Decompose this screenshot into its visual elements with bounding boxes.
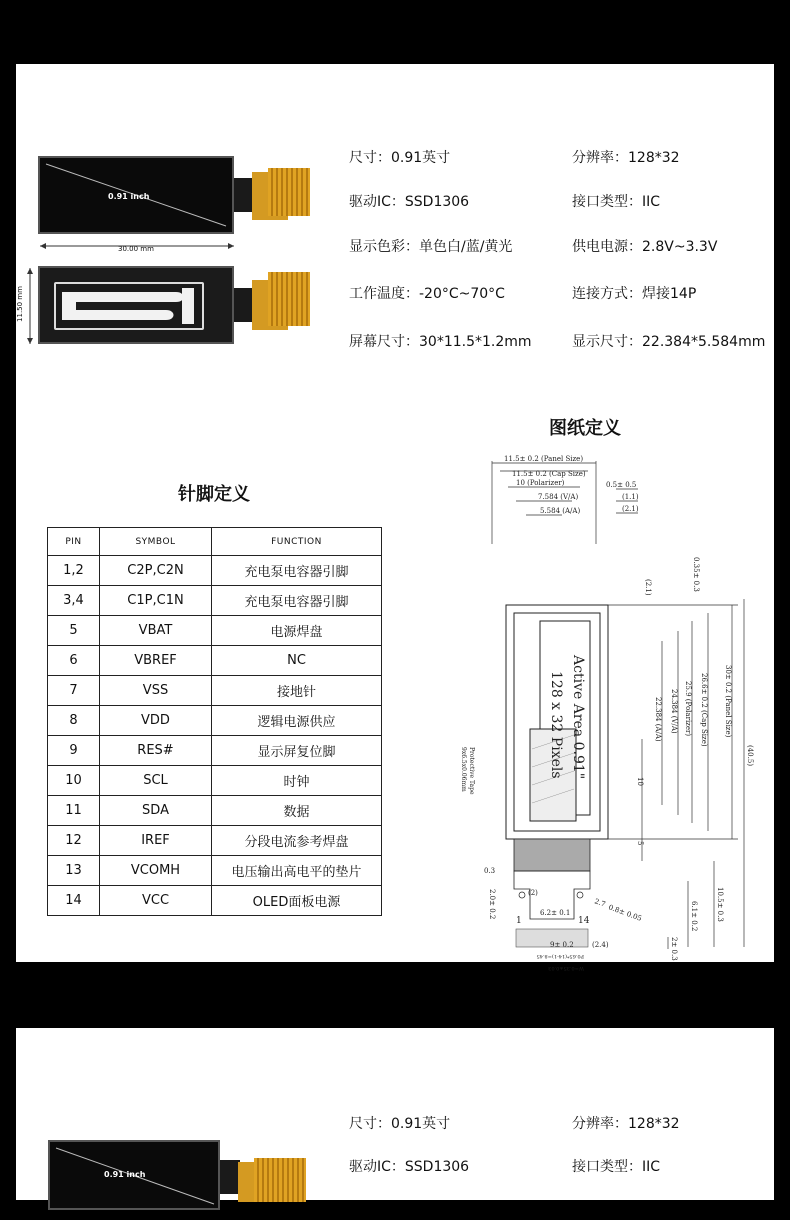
pin-cell: 11 (48, 796, 100, 826)
dim-aa-length: 22.384 (A/A) (654, 697, 662, 742)
dim-right-margin: (2.4) (592, 941, 609, 949)
dim-fpc-width: 6.1± 0.2 (690, 901, 698, 932)
header-symbol: SYMBOL (100, 528, 212, 556)
pin-cell: 14 (48, 886, 100, 916)
symbol-cell: VDD (100, 706, 212, 736)
symbol-cell: C2P,C2N (100, 556, 212, 586)
function-cell: NC (212, 646, 382, 676)
symbol-cell: RES# (100, 736, 212, 766)
table-row (48, 886, 382, 916)
function-cell: OLED面板电源 (212, 886, 382, 916)
active-area-label: Active Area 0.91" (570, 655, 586, 780)
table-row (48, 736, 382, 766)
pin-cell: 9 (48, 736, 100, 766)
dim-cap-length: 26.6± 0.2 (Cap Size) (700, 673, 708, 747)
function-cell: 分段电流参考焊盘 (212, 826, 382, 856)
function-cell: 电压输出高电平的垫片 (212, 856, 382, 886)
oled-module-front-image-2 (48, 1140, 328, 1220)
dim-fpc-total-width: 9± 0.2 (550, 941, 574, 949)
table-row (48, 796, 382, 826)
spec-display-color: 显示色彩：单色白/蓝/黄光 (349, 239, 513, 255)
pin-cell: 6 (48, 646, 100, 676)
width-dimension-label: 30.00 mm (118, 245, 154, 253)
spec-power-supply: 供电电源：2.8V~3.3V (572, 239, 718, 255)
dim-offset-3: (2.1) (622, 505, 639, 513)
dim-total-length: (40.5) (746, 745, 754, 767)
pixels-label: 128 x 32 Pixels (548, 671, 564, 779)
dim-pitch: 6.2± 0.1 (540, 909, 571, 917)
dim-pin-width: W=0.35±0.03 (548, 965, 584, 971)
dim-panel-width: 11.5± 0.2 (Panel Size) (504, 455, 584, 463)
dim-aa-width: 5.584 (A/A) (540, 507, 581, 515)
fpc-tail (514, 839, 590, 947)
dim-top-gap: (2.1) (644, 579, 652, 596)
dim-five: 5 (636, 841, 644, 846)
dim-offset-2: (1.1) (622, 493, 639, 501)
table-header-row (48, 528, 382, 556)
oled-module-front-image (38, 156, 318, 236)
table-row (48, 706, 382, 736)
pin-cell: 10 (48, 766, 100, 796)
symbol-cell: SCL (100, 766, 212, 796)
spec-size: 尺寸：0.91英寸 (349, 150, 451, 166)
table-row (48, 676, 382, 706)
pin-table-title: 针脚定义 (178, 484, 250, 505)
panel-pattern-icon (56, 284, 202, 328)
spec-operating-temp: 工作温度：-20°C~70°C (349, 286, 505, 302)
function-cell: 电源焊盘 (212, 616, 382, 646)
function-cell: 时钟 (212, 766, 382, 796)
pin-definition-table (47, 527, 382, 916)
symbol-cell: VBREF (100, 646, 212, 676)
dim-hole-spacing: (2) (528, 889, 538, 897)
pin-cell: 1,2 (48, 556, 100, 586)
spec-driver-ic: 驱动IC：SSD1306 (349, 194, 470, 210)
dim-cap-width: 11.5± 0.2 (Cap Size) (512, 470, 586, 478)
dim-pitch-formula: P0.65*(14-1)=8.45 (536, 953, 584, 959)
dim-edge-gap: 0.3 (484, 867, 496, 875)
pin-one-label: 1 (516, 916, 522, 926)
symbol-cell: VSS (100, 676, 212, 706)
function-cell: 逻辑电源供应 (212, 706, 382, 736)
spec-display-area: 显示尺寸：22.384*5.584mm (572, 334, 766, 350)
pin-cell: 8 (48, 706, 100, 736)
symbol-cell: VCOMH (100, 856, 212, 886)
top-dimension-labels (504, 455, 700, 592)
height-dimension-line (24, 266, 36, 346)
product-spec-panel-2 (16, 1028, 774, 1200)
table-row (48, 586, 382, 616)
pin-fourteen-label: 14 (578, 916, 590, 926)
symbol-cell: C1P,C1N (100, 586, 212, 616)
dim-fpc-tail: 2± 0.3 (670, 937, 678, 961)
table-row (48, 856, 382, 886)
mechanical-drawing (456, 449, 756, 971)
dim-thickness: 0.35± 0.3 (692, 557, 700, 592)
table-row (48, 616, 382, 646)
dim-panel-length: 30± 0.2 (Panel Size) (724, 665, 732, 738)
pin-cell: 7 (48, 676, 100, 706)
pin-cell: 3,4 (48, 586, 100, 616)
spec-size-2: 尺寸：0.91英寸 (349, 1116, 451, 1132)
protective-tape-label: Protective Tape (468, 747, 475, 795)
spec-interface: 接口类型：IIC (572, 194, 661, 210)
dim-ten: 10 (636, 777, 644, 786)
screen-size-label-2: 0.91 inch (104, 1170, 146, 1179)
spec-driver-ic-2: 驱动IC：SSD1306 (349, 1159, 470, 1175)
pin-cell: 5 (48, 616, 100, 646)
pin-cell: 12 (48, 826, 100, 856)
product-spec-panel (15, 64, 774, 971)
table-row (48, 766, 382, 796)
dim-polarizer-width: 10 (Polarizer) (516, 479, 565, 487)
oled-module-back-image (38, 266, 318, 346)
header-function: FUNCTION (212, 528, 382, 556)
symbol-cell: SDA (100, 796, 212, 826)
function-cell: 接地针 (212, 676, 382, 706)
header-pin: PIN (48, 528, 100, 556)
dim-angle: 2.7 (593, 897, 607, 909)
spec-resolution-2: 分辨率：128*32 (572, 1116, 680, 1132)
function-cell: 显示屏复位脚 (212, 736, 382, 766)
drawing-title: 图纸定义 (549, 418, 621, 439)
spec-resolution: 分辨率：128*32 (572, 150, 680, 166)
screen-size-label: 0.91 inch (108, 192, 150, 201)
spec-screen-size: 屏幕尺寸：30*11.5*1.2mm (349, 334, 532, 350)
dim-fpc-length: 10.5± 0.3 (716, 887, 724, 922)
function-cell: 充电泵电容器引脚 (212, 586, 382, 616)
function-cell: 充电泵电容器引脚 (212, 556, 382, 586)
table-row (48, 646, 382, 676)
function-cell: 数据 (212, 796, 382, 826)
symbol-cell: IREF (100, 826, 212, 856)
height-dimension-label: 11.50 mm (15, 286, 24, 322)
pin-cell: 13 (48, 856, 100, 886)
dim-va-width: 7.584 (V/A) (538, 493, 579, 501)
spec-interface-2: 接口类型：IIC (572, 1159, 661, 1175)
symbol-cell: VCC (100, 886, 212, 916)
dim-polarizer-length: 25.9 (Polarizer) (684, 681, 692, 737)
spec-connection: 连接方式：焊接14P (572, 286, 697, 302)
table-row (48, 826, 382, 856)
dim-fpc-height: 2.0± 0.2 (488, 889, 496, 920)
symbol-cell: VBAT (100, 616, 212, 646)
tape-size-label: 9x6.5x0.06mm (460, 747, 467, 792)
dim-va-length: 24.384 (V/A) (670, 689, 678, 734)
dim-fpc-thickness: 0.8± 0.05 (607, 903, 643, 923)
right-dimension-labels (636, 579, 754, 961)
table-row (48, 556, 382, 586)
dim-offset-1: 0.5± 0.5 (606, 481, 637, 489)
